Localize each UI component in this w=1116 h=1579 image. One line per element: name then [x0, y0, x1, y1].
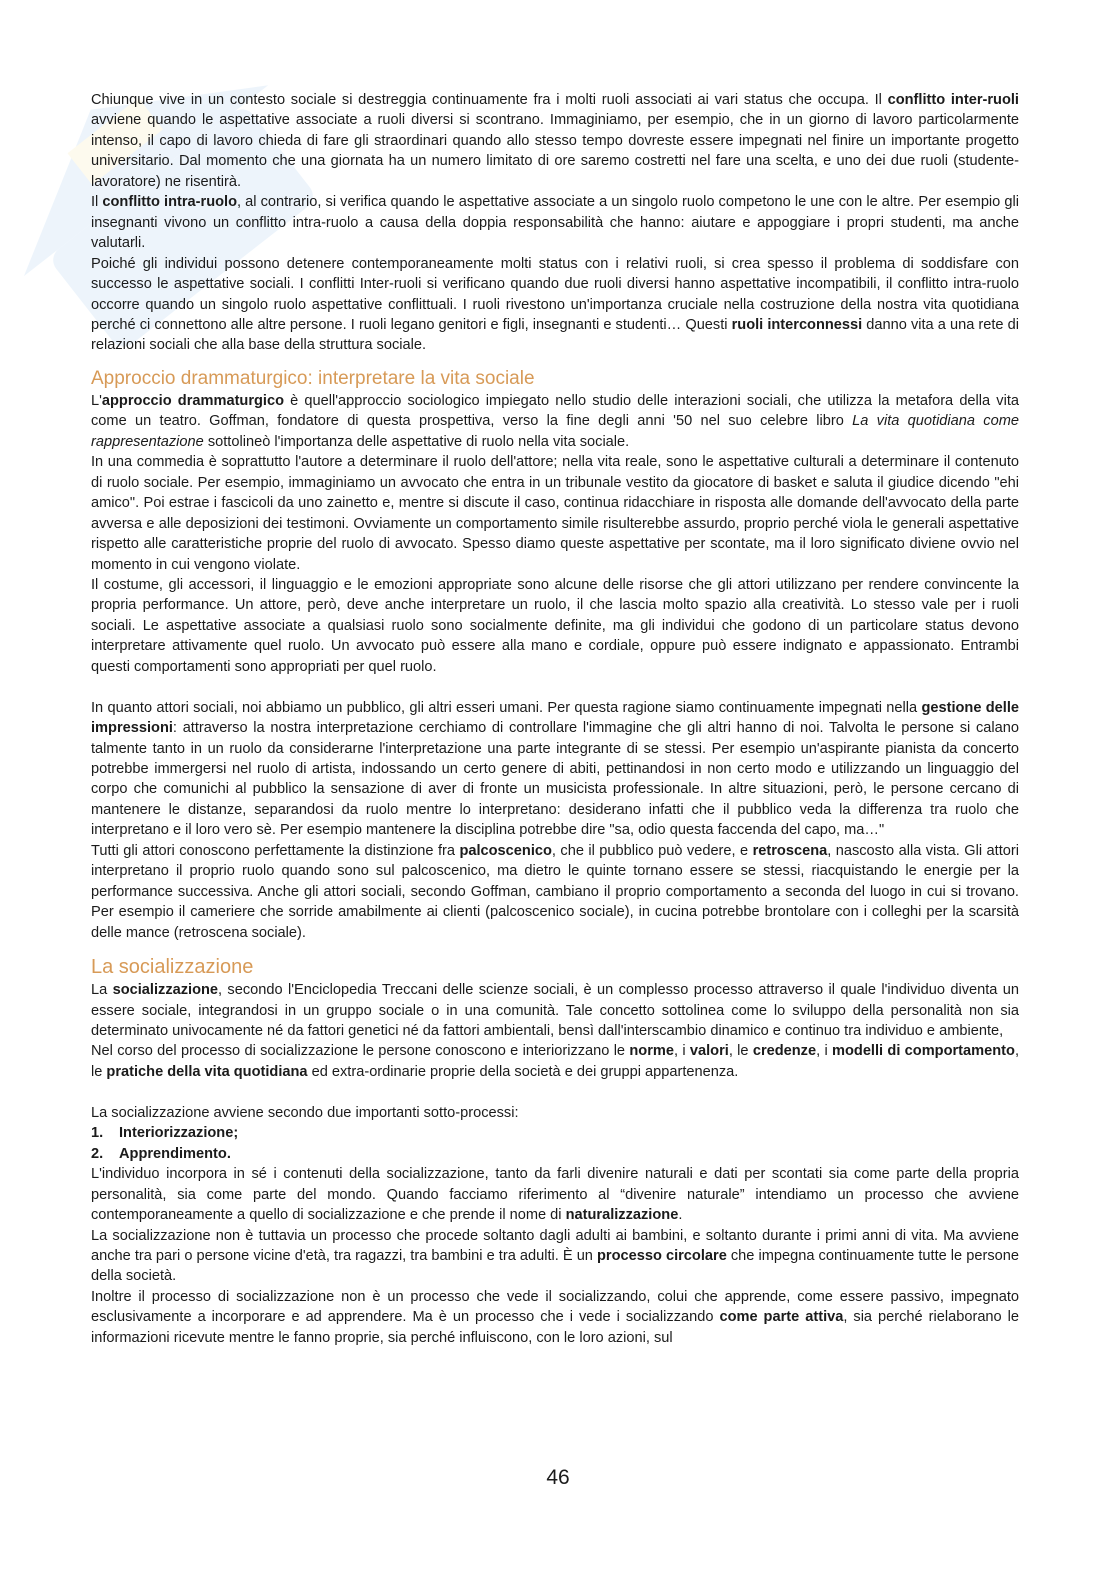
- paragraph-inter-role-conflict: [91, 90, 1019, 192]
- text-run: Il costume, gli accessori, il linguaggio e le emozioni appropriate sono alcune delle risorse che gli attori utilizzano per rendere convincente la propria performance. Un attore, però, deve anche interpretare un ruolo, il che lascia molto spazio alla creatività. Lo stesso vale per i ruoli sociali. Le aspettative associate a qualsiasi ruolo sono socialmente definite, ma gli individui che godono di un particolare status devono interpretare attivamente quel ruolo. Un avvocato può essere alla mano e cordiale, oppure può essere indignato e appassionato. Entrambi questi comportamenti sono appropriati per quel ruolo.: [91, 576, 1019, 675]
- text-run: La: [91, 982, 113, 999]
- bold-term: credenze: [752, 1043, 817, 1060]
- italic-title: La vita quotidiana come rappresentazione: [91, 413, 1019, 450]
- text-run: ed extra-ordinarie proprie della società e dei gruppi appartenenza.: [307, 1063, 739, 1080]
- text-run: avviene quando le aspettative associate a ruoli diversi si scontrano. Immaginiamo, per esempio, che in un giorno di lavoro particolarmente intenso, il capo di lavoro chieda di fare gli straordinari quando allo stesso tempo dovreste essere impegnati nel finire un importante progetto universitario. Dal momento che una giornata ha un numero limitato di ore saremo costretti nel fare una scelta, e uno dei due ruoli (studente-lavoratore) ne risentirà.: [91, 112, 1019, 190]
- text-run: : attraverso la nostra interpretazione cerchiamo di controllare l'immagine che gli altri hanno di noi. Talvolta le persone si calano talmente tanto in un ruolo da considerarne l'interpretazione una parte integrante di se stessi. Per esempio un'aspirante pianista da concerto potrebbe immergersi nel ruolo di artista, indossando un certo genere di abiti, pettinandosi in non certo modo e utilizzando un linguaggio del corpo che comunichi al pubblico la sensazione di aver di fronte un musicista professionale. In altre situazioni, però, le persone cercano di mantenere le distanze, separandosi da ruolo mentre lo interpretano: desiderano infatti che il pubblico veda la differenza tra ruolo che interpretano e il loro vero sè. Per esempio mantenere la disciplina potrebbe dire "sa, odio questa faccenda del capo, ma…": [91, 720, 1019, 839]
- paragraph-intra-role-conflict: [91, 192, 1019, 253]
- text-run: La socializzazione avviene secondo due importanti sotto-processi:: [91, 1104, 519, 1121]
- text-run: Poiché gli individui possono detenere contemporaneamente molti status con i relativi ruoli, si crea spesso il problema di soddisfare con successo le aspettative sociali. I conflitti Inter-ruoli si verificano quando due ruoli diversi hanno aspettative incompatibili, il conflitto intra-ruolo occorre quando un singolo ruolo aspettative conflittuali. I ruoli rivestono un'importanza cruciale nella costruzione della nostra vita quotidiana perché ci connettono alle altre persone. I ruoli legano genitori e figli, insegnanti e studenti… Questi: [91, 255, 1019, 333]
- text-run: , le: [728, 1043, 753, 1060]
- paragraph-impression-management: [91, 698, 1019, 841]
- text-run: è quell'approccio sociologico impiegato nello studio delle interazioni sociali, che utilizza la metafora della vita come un teatro. Goffman, fondatore di questa prospettiva, verso la fine degli anni '50 nel suo celebre libro: [91, 392, 1019, 430]
- text-run: , sia perché rielaborano le informazioni ricevute mentre le fanno proprie, sia perché influiscono, con le loro azioni, sul: [91, 1309, 1020, 1346]
- text-run: che impegna continuamente tutte le persone della società.: [91, 1247, 1019, 1285]
- bold-term: naturalizzazione: [565, 1207, 679, 1224]
- text-run: danno vita a una rete di relazioni sociali che alla base della struttura sociale.: [91, 316, 1019, 354]
- text-run: , i: [816, 1043, 833, 1060]
- text-run: Tutti gli attori conoscono perfettamente la distinzione fra: [91, 842, 460, 859]
- bold-term: valori: [689, 1043, 729, 1060]
- text-run: Chiunque vive in un contesto sociale si destreggia continuamente fra i molti ruoli associati ai vari status che occupa. Il: [91, 92, 888, 108]
- list-item: 1. Interiorizzazione;: [91, 1125, 239, 1142]
- text-run: L': [91, 392, 102, 409]
- paragraph-dramaturgical-definition: [91, 391, 1019, 452]
- paragraph-comedy-lawyer-example: [91, 452, 1019, 575]
- text-run: , i: [673, 1043, 690, 1060]
- bold-term: processo circolare: [597, 1247, 727, 1264]
- text-run: La socializzazione non è tuttavia un processo che procede soltanto dagli adulti ai bambini, e soltanto durante i primi anni di vita. Ma avviene anche tra pari o persone vicine d'età, tra ragazzi, tra bambini e tra adulti. È un: [91, 1227, 1019, 1264]
- paragraph-performance-resources: [91, 575, 1019, 677]
- page-number: 46: [546, 1466, 570, 1489]
- heading-socialization: La socializzazione: [91, 956, 254, 979]
- text-run: In quanto attori sociali, noi abbiamo un pubblico, gli altri esseri umani. Per questa ragione siamo continuamente impegnati nella: [91, 699, 922, 716]
- paragraph-interconnected-roles: [91, 254, 1019, 356]
- paragraph-front-back-stage: [91, 841, 1019, 943]
- text-run: L'individuo incorpora in sé i contenuti della socializzazione, tanto da farli divenire naturali e dati per scontati sia come parte della propria personalità, sia come parte del mondo. Quando facciamo riferimento al “divenire naturale” intendiamo un processo che avviene contemporaneamente a quello di socializzazione e che prende il nome di: [91, 1166, 1019, 1224]
- text-run: Il: [91, 194, 103, 211]
- text-run: , al contrario, si verifica quando le aspettative associate a un singolo ruolo competono le une con le altre. Per esempio gli insegnanti vivono un conflitto intra-ruolo a causa della doppia responsabilità che hanno: aiutare e appoggiare i propri studenti, ma anche valutarli.: [91, 194, 1019, 252]
- bold-term: conflitto inter-ruoli: [887, 92, 1019, 108]
- bold-term: norme: [629, 1043, 674, 1060]
- bold-term: pratiche della vita quotidiana: [106, 1063, 308, 1080]
- paragraph-active-part: [91, 1287, 1019, 1348]
- paragraph-subprocesses-intro: [91, 1103, 1019, 1123]
- bold-term: palcoscenico: [459, 842, 552, 859]
- bold-term: retroscena: [752, 842, 828, 859]
- text-run: Nel corso del processo di socializzazione le persone conoscono e interiorizzano le: [91, 1043, 630, 1060]
- text-run: , nascosto alla vista. Gli attori interpretano il proprio ruolo quando sono sul palcoscenico, ma dietro le quinte tornano essere se stessi, riacquistando le energie per la performance successiva. Anche gli attori sociali, secondo Goffman, cambiano il proprio comportamento a seconda del luogo in cui si trovano. Per esempio il cameriere che sorride amabilmente ai clienti (palcoscenico sociale), in cucina potrebbe brontolare con i colleghi per la scarsità delle mance (retroscena sociale).: [91, 842, 1019, 941]
- bold-term: modelli di comportamento: [832, 1043, 1015, 1060]
- paragraph-socialization-definition: [91, 980, 1019, 1041]
- subprocess-list: [91, 1123, 1019, 1164]
- bold-term: socializzazione: [112, 982, 219, 999]
- heading-dramaturgical-approach: Approccio drammaturgico: interpretare la vita sociale: [91, 367, 535, 389]
- bold-term: approccio drammaturgico: [101, 392, 285, 409]
- bold-term: come parte attiva: [719, 1309, 844, 1326]
- text-run: .: [678, 1207, 683, 1224]
- paragraph-circular-process: [91, 1226, 1019, 1287]
- bold-term: conflitto intra-ruolo: [102, 194, 237, 211]
- text-run: , secondo l'Enciclopedia Treccani delle scienze sociali, è un complesso processo attraverso il quale l'individuo diventa un essere sociale, integrandosi in un gruppo sociale o in una comunità. Tale concetto sottolinea come lo sviluppo della personalità non sia determinato univocamente né da fattori genetici né da fattori ambientali, bensì dall'interscambio dinamico e continuo tra individuo e ambiente,: [91, 982, 1019, 1040]
- text-run: , le: [91, 1043, 1020, 1080]
- text-run: , che il pubblico può vedere, e: [551, 842, 753, 859]
- document-body: [91, 90, 1019, 1348]
- bold-term: ruoli interconnessi: [731, 316, 863, 333]
- text-run: Inoltre il processo di socializzazione non è un processo che vede il socializzando, colui che apprende, come essere passivo, impegnato esclusivamente a incorporare e ad apprendere. Ma è un processo che i vede i socializzando: [91, 1288, 1019, 1326]
- paragraph-naturalization: [91, 1164, 1019, 1225]
- paragraph-socialization-contents: [91, 1041, 1019, 1082]
- text-run: sottolineò l'importanza delle aspettative di ruolo nella vita sociale.: [203, 433, 630, 450]
- bold-term: gestione delle impressioni: [91, 699, 1019, 737]
- list-item: 2. Apprendimento.: [91, 1145, 231, 1162]
- text-run: In una commedia è soprattutto l'autore a determinare il ruolo dell'attore; nella vita reale, sono le aspettative culturali a determinare il contenuto di ruolo sociale. Per esempio, immaginiamo un avvocato che entra in un tribunale vestito da giocatore di basket e saluta il giudice dicendo "ehi amico". Poi estrae i fascicoli da uno zainetto e, mentre si discute il caso, continua ridacchiare in risposta alle domande dell'avvocato della parte avversa e alle deposizioni dei testimoni. Ovviamente un comportamento simile risulterebbe assurdo, proprio perché viola le generali aspettative rispetto alle caratteristiche proprie del ruolo di avvocato. Spesso diamo queste aspettative per scontate, ma il loro significato diviene ovvio nel momento in cui vengono violate.: [91, 454, 1019, 573]
